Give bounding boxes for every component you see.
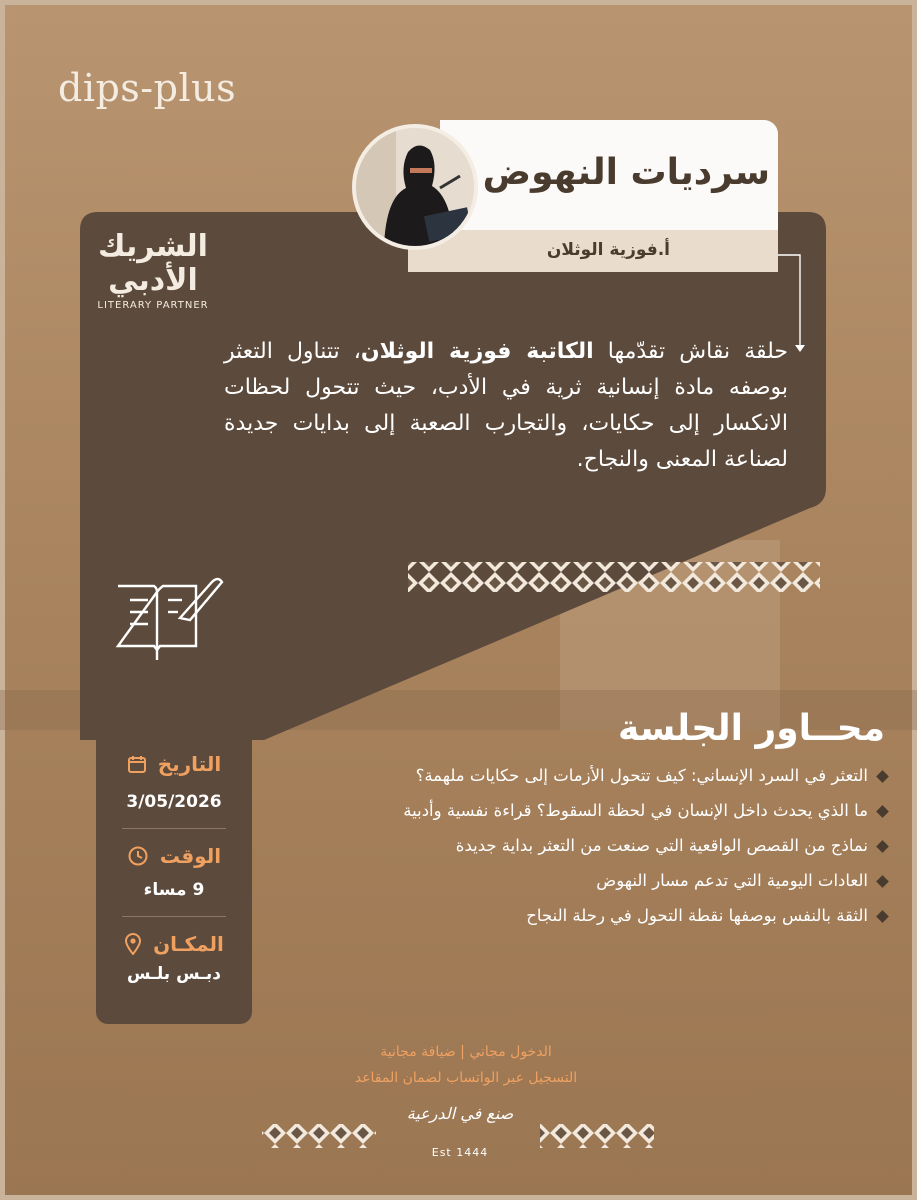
established-year: Est 1444 (431, 1146, 489, 1159)
diamond-bullet-icon (876, 840, 889, 853)
diamond-bullet-icon (876, 910, 889, 923)
signature-logo: صنع في الدرعية (406, 1104, 514, 1123)
partner-english: LITERARY PARTNER (97, 300, 209, 311)
place-label: المكـان (153, 932, 224, 956)
place-label-row (96, 932, 252, 956)
date-label-row (96, 752, 252, 776)
description-part2: ، تتناول التعثر بوصفه مادة إنسانية ثرية في الأدب، حيث تتحول لحظات الانكسار إلى حكايات، والتجارب الصعبة إلى بدايات جديدة لصناعة المعنى والنجاح. (224, 339, 788, 472)
diamond-bullet-icon (876, 875, 889, 888)
diamond-bullet-icon (876, 770, 889, 783)
time-label-row (96, 844, 252, 868)
description-bold: الكاتبة فوزية الوثلان (360, 339, 594, 364)
decorative-strip-bottom-right (540, 1124, 654, 1148)
registration-info: التسجيل عبر الواتساب لضمان المقاعد (354, 1070, 578, 1086)
axis-item: ما الذي يحدث داخل الإنسان في لحظة السقوط؟ قراءة نفسية وأدبية (403, 801, 887, 820)
diamond-bullet-icon (876, 805, 889, 818)
axis-item: التعثر في السرد الإنساني: كيف تتحول الأزمات إلى حكايات ملهمة؟ (416, 766, 887, 785)
brand-logo: dips-plus (58, 66, 237, 110)
description-part1: حلقة نقاش تقدّمها (607, 339, 788, 364)
partner-line2: الأدبي (108, 263, 198, 298)
event-title: سرديات النهوض (482, 152, 770, 193)
clock-icon (127, 845, 149, 867)
divider (122, 828, 226, 829)
decorative-strip-top (408, 562, 820, 592)
axis-item: الثقة بالنفس بوصفها نقطة التحول في رحلة النجاح (526, 906, 887, 925)
entry-info: الدخول مجاني | ضيافة مجانية (380, 1044, 552, 1060)
speaker-name: أ.فوزية الوثلان (546, 240, 670, 260)
location-pin-icon (124, 933, 142, 955)
info-panel (96, 740, 252, 1024)
calendar-icon (127, 754, 147, 774)
decorative-strip-bottom-left (262, 1124, 376, 1148)
place-value: دبـس بلـس (126, 964, 222, 984)
divider (122, 916, 226, 917)
axis-item: العادات اليومية التي تدعم مسار النهوض (596, 871, 887, 890)
date-value: 3/05/2026 (126, 792, 222, 812)
time-label: الوقت (159, 844, 222, 868)
speaker-photo (352, 124, 478, 250)
date-label: التاريخ (157, 752, 222, 776)
partner-line1: الشريك (98, 229, 208, 264)
event-description (224, 334, 788, 478)
literary-partner-badge (88, 230, 218, 311)
axes-title: محــاور الجلسة (618, 708, 885, 749)
axis-item: نماذج من القصص الواقعية التي صنعت من التعثر بداية جديدة (456, 836, 887, 855)
time-value: 9 مساء (143, 880, 205, 900)
